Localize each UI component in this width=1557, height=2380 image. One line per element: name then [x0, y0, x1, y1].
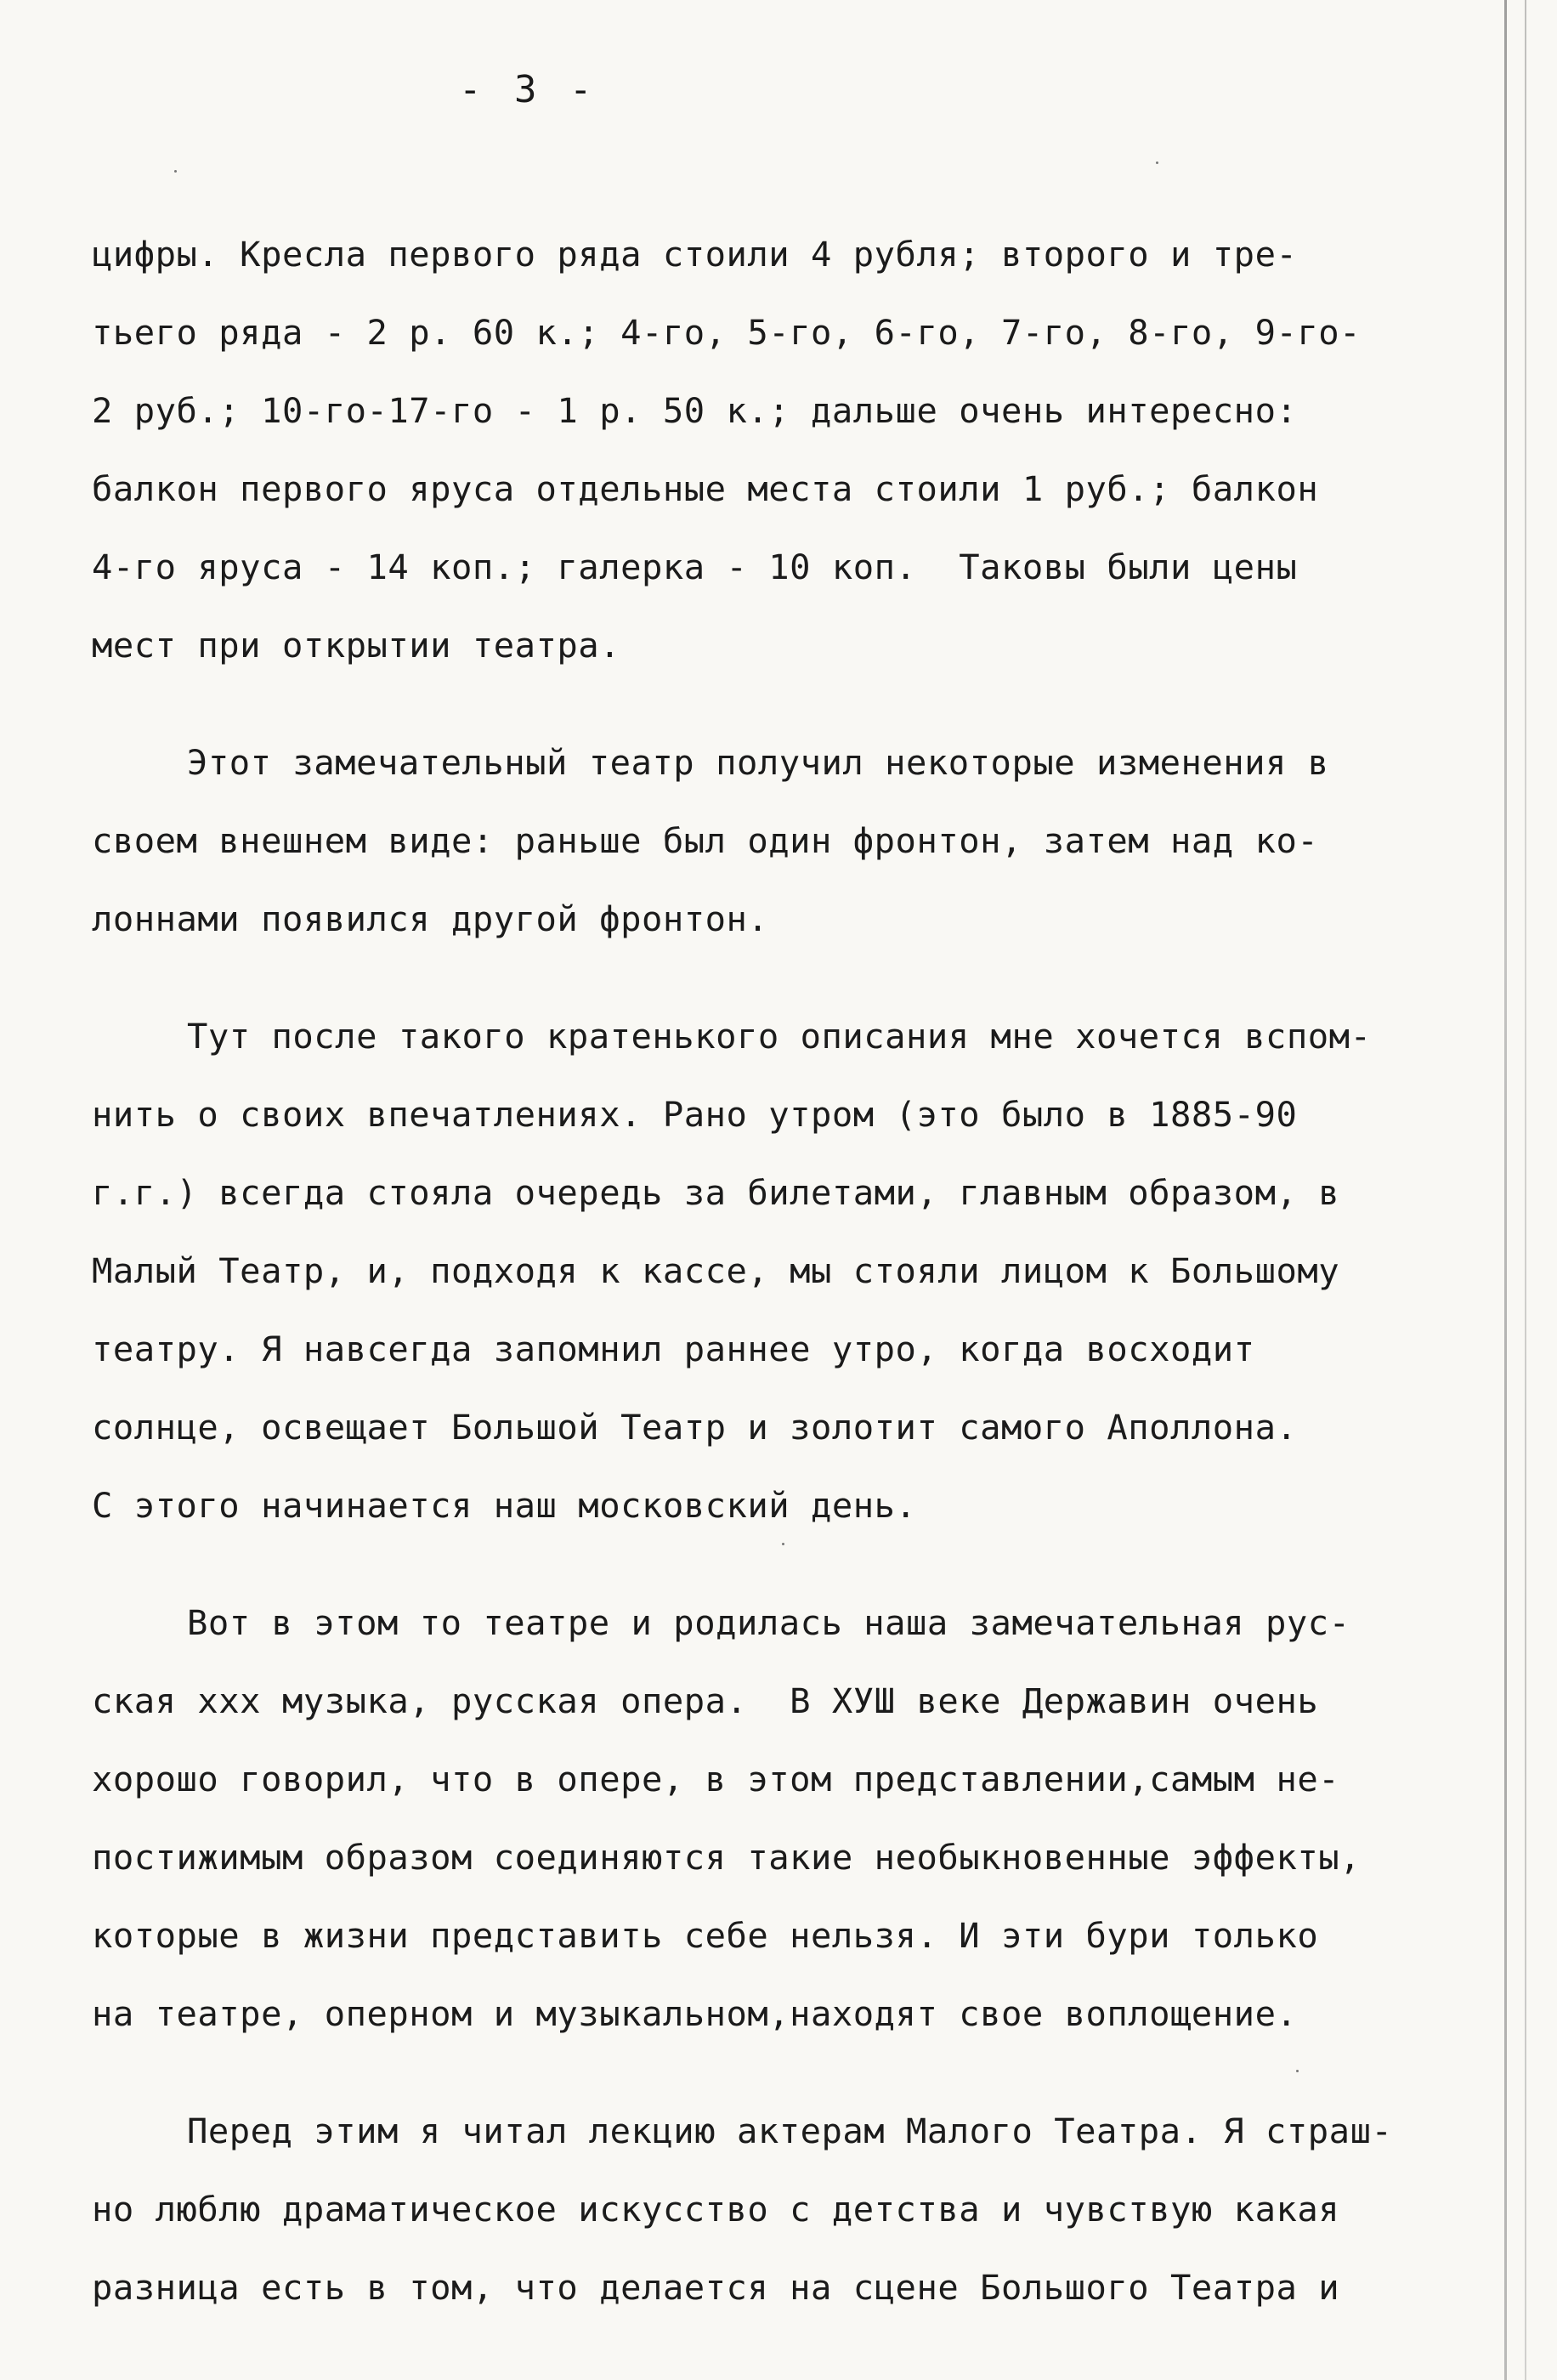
paragraph — [92, 723, 1486, 958]
paragraph — [92, 1584, 1486, 2053]
page-number: - 3 - — [459, 68, 597, 111]
page-edge-line-faint — [1525, 0, 1526, 2380]
paragraph — [92, 2092, 1486, 2326]
text-line: Тут после такого кратенького описания мне хочется вспом- — [187, 1016, 1372, 1057]
text-line: 2 руб.; 10-го-17-го - 1 р. 50 к.; дальше очень интересно: — [92, 390, 1298, 431]
page-edge-line — [1504, 0, 1507, 2380]
paragraph-gap — [92, 2053, 1486, 2092]
text-line: Перед этим я читал лекцию актерам Малого Театра. Я страш- — [187, 2111, 1393, 2151]
text-line: но люблю драматическое искусство с детства и чувствую какая — [92, 2189, 1340, 2230]
text-line: Малый Театр, и, подходя к кассе, мы стояли лицом к Большому — [92, 1250, 1340, 1291]
text-line: разница есть в том, что делается на сцене Большого Театра и — [92, 2267, 1340, 2308]
text-line: солнце, освещает Большой Театр и золотит самого Аполлона. — [92, 1407, 1298, 1448]
text-line: своем внешнем виде: раньше был один фронтон, затем над ко- — [92, 820, 1319, 861]
text-line: нить о своих впечатлениях. Рано утром (это было в 1885-90 — [92, 1094, 1298, 1135]
text-line: Вот в этом то театре и родилась наша замечательная рус- — [187, 1602, 1350, 1643]
paragraph — [92, 215, 1486, 684]
text-line: мест при открытии театра. — [92, 625, 621, 666]
text-line: цифры. Кресла первого ряда стоили 4 рубля; второго и тре- — [92, 234, 1298, 275]
paragraph — [92, 997, 1486, 1544]
text-line: г.г.) всегда стояла очередь за билетами, главным образом, в — [92, 1172, 1340, 1213]
paragraph-gap — [92, 958, 1486, 997]
body-text — [92, 215, 1486, 2326]
text-line: тьего ряда - 2 р. 60 к.; 4-го, 5-го, 6-го, 7-го, 8-го, 9-го- — [92, 312, 1361, 353]
text-line: С этого начинается наш московский день. — [92, 1485, 917, 1526]
text-line: ская ххх музыка, русская опера. В ХУШ веке Державин очень — [92, 1680, 1319, 1721]
text-line: лоннами появился другой фронтон. — [92, 898, 769, 939]
text-line: на театре, оперном и музыкальном,находят свое воплощение. — [92, 1993, 1298, 2034]
scan-speck — [1156, 162, 1158, 164]
text-line: постижимым образом соединяются такие необыкновенные эффекты, — [92, 1837, 1361, 1878]
text-line: Этот замечательный театр получил некоторые изменения в — [187, 742, 1329, 783]
paragraph-gap — [92, 1544, 1486, 1584]
text-line: которые в жизни представить себе нельзя. И эти бури только — [92, 1915, 1319, 1956]
text-line: хорошо говорил, что в опере, в этом представлении,самым не- — [92, 1759, 1340, 1799]
paragraph-gap — [92, 684, 1486, 723]
text-line: 4-го яруса - 14 коп.; галерка - 10 коп. Таковы были цены — [92, 547, 1298, 587]
text-line: балкон первого яруса отдельные места стоили 1 руб.; балкон — [92, 468, 1319, 509]
text-line: театру. Я навсегда запомнил раннее утро, когда восходит — [92, 1329, 1255, 1369]
scan-speck — [174, 170, 177, 173]
